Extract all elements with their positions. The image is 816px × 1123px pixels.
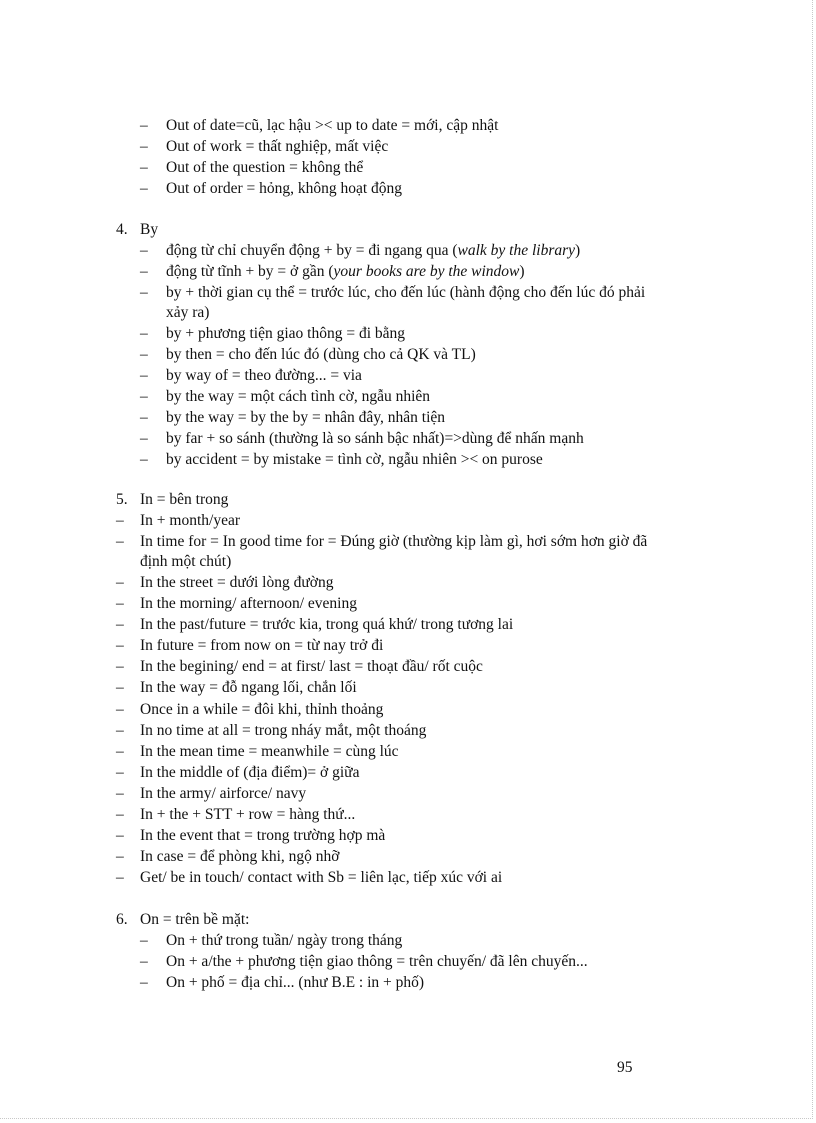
bullet-dash: – [116,533,124,550]
list-item: động từ chỉ chuyển động + by = đi ngang qua (walk by the library) [166,242,581,259]
list-item: by the way = một cách tình cờ, ngẫu nhiên [166,388,431,405]
list-item: by + thời gian cụ thể = trước lúc, cho đến lúc (hành động cho đến lúc đó phải [166,284,646,301]
bullet-dash: – [140,159,148,176]
list-item: In the event that = trong trường hợp mà [140,827,386,844]
list-item: In the way = đỗ ngang lối, chắn lối [140,679,357,696]
bullet-dash: – [116,869,124,886]
bullet-dash: – [116,848,124,865]
list-item: Once in a while = đôi khi, thỉnh thoảng [140,701,384,718]
list-item: On + phố = địa chỉ... (như B.E : in + phố) [166,974,425,991]
bullet-dash: – [140,953,148,970]
bullet-dash: – [140,932,148,949]
bullet-dash: – [116,701,124,718]
bullet-dash: – [116,679,124,696]
list-item: In case = để phòng khi, ngộ nhỡ [140,848,340,865]
section-number: 5. [116,491,128,508]
bullet-dash: – [116,785,124,802]
bullet-dash: – [116,827,124,844]
list-item: Get/ be in touch/ contact with Sb = liên lạc, tiếp xúc với ai [140,869,503,886]
bullet-dash: – [140,242,148,259]
list-item: In the street = dưới lòng đường [140,574,334,591]
section-title: By [140,221,159,238]
bullet-dash: – [116,574,124,591]
bullet-dash: – [140,974,148,991]
list-item: by the way = by the by = nhân đây, nhân tiện [166,409,446,426]
bullet-dash: – [140,430,148,447]
bullet-dash: – [140,346,148,363]
list-item-continuation: xảy ra) [166,304,210,321]
bullet-dash: – [116,512,124,529]
bullet-dash: – [140,284,148,301]
list-item: On + thứ trong tuần/ ngày trong tháng [166,932,403,949]
list-item: động từ tĩnh + by = ở gần (your books are by the window) [166,263,525,280]
list-item: In the past/future = trước kia, trong quá khứ/ trong tương lai [140,616,514,633]
bullet-dash: – [140,367,148,384]
bullet-dash: – [140,388,148,405]
bullet-dash: – [140,451,148,468]
bullet-dash: – [140,117,148,134]
bullet-dash: – [116,595,124,612]
list-item: In the middle of (địa điểm)= ở giữa [140,764,360,781]
list-item: In + the + STT + row = hàng thứ... [140,806,356,823]
list-item: In the morning/ afternoon/ evening [140,595,357,612]
list-item: by far + so sánh (thường là so sánh bậc nhất)=>dùng để nhấn mạnh [166,430,584,447]
section-title: On = trên bề mặt: [140,911,250,928]
bullet-dash: – [140,263,148,280]
list-item: Out of date=cũ, lạc hậu >< up to date = mới, cập nhật [166,117,499,134]
list-item: In future = from now on = từ nay trở đi [140,637,384,654]
bullet-dash: – [116,806,124,823]
example-text: your books are by the window [333,263,520,280]
list-item: Out of work = thất nghiệp, mất việc [166,138,389,155]
bullet-dash: – [116,764,124,781]
bullet-dash: – [116,743,124,760]
bullet-dash: – [116,616,124,633]
list-item: On + a/the + phương tiện giao thông = trên chuyến/ đã lên chuyến... [166,953,588,970]
list-item: by then = cho đến lúc đó (dùng cho cả QK và TL) [166,346,476,363]
bullet-dash: – [140,138,148,155]
bullet-dash: – [140,409,148,426]
bullet-dash: – [140,180,148,197]
list-item: In + month/year [140,512,240,529]
bullet-dash: – [140,325,148,342]
list-item: Out of the question = không thể [166,159,364,176]
list-item: In no time at all = trong nháy mắt, một thoáng [140,722,427,739]
bullet-dash: – [116,637,124,654]
bullet-dash: – [116,658,124,675]
section-number: 4. [116,221,128,238]
list-item: In the begining/ end = at first/ last = thoạt đầu/ rốt cuộc [140,658,483,675]
page-number: 95 [617,1059,633,1076]
list-item: by + phương tiện giao thông = đi bằng [166,325,406,342]
bullet-dash: – [116,722,124,739]
section-number: 6. [116,911,128,928]
section-title: In = bên trong [140,491,229,508]
list-item: In the mean time = meanwhile = cùng lúc [140,743,399,760]
list-item-continuation: định một chút) [140,553,232,570]
list-item: by accident = by mistake = tình cờ, ngẫu nhiên >< on purose [166,451,543,468]
list-item: Out of order = hỏng, không hoạt động [166,180,403,197]
list-item: In time for = In good time for = Đúng giờ (thường kịp làm gì, hơi sớm hơn giờ đã [140,533,648,550]
list-item: In the army/ airforce/ navy [140,785,307,802]
list-item: by way of = theo đường... = via [166,367,362,384]
example-text: walk by the library [457,242,576,259]
